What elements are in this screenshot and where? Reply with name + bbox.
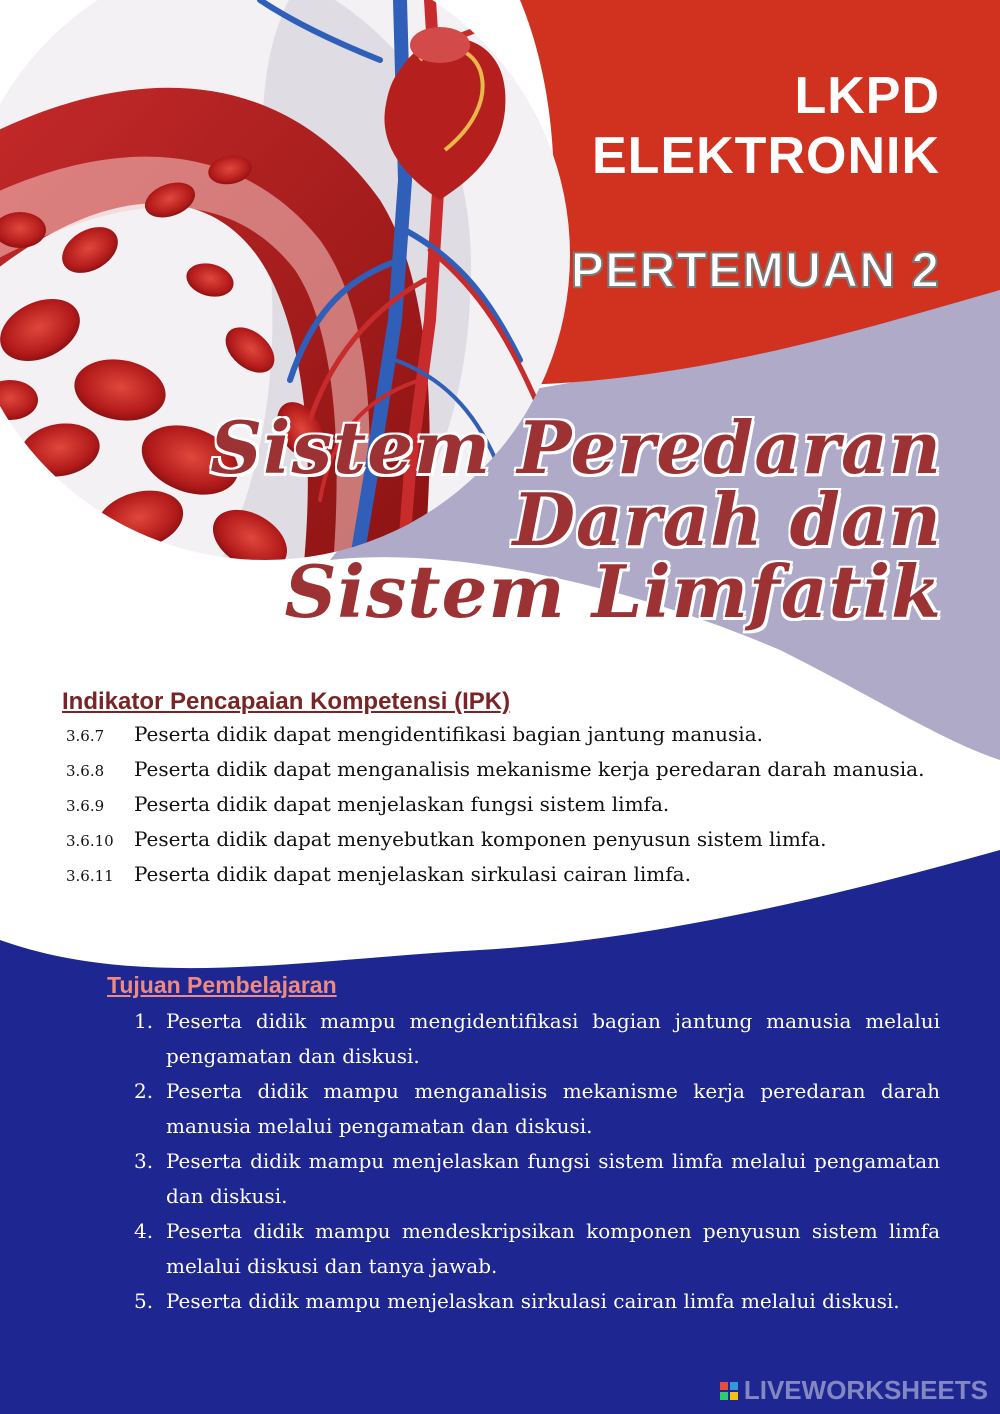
tujuan-number: 5. [134,1289,154,1313]
main-title [210,405,942,634]
ipk-code: 3.6.10 [66,832,114,850]
ipk-text: Peserta didik dapat menjelaskan fungsi sistem limfa. [134,792,670,816]
tujuan-text: Peserta didik mampu mengidentifikasi bagian jantung manusia melalui pengamatan dan diskusi. [166,1009,940,1068]
tujuan-text: Peserta didik mampu menjelaskan sirkulasi cairan limfa melalui diskusi. [166,1289,900,1313]
lkpd-title [592,66,940,186]
ipk-code: 3.6.8 [66,762,105,780]
meeting-label: PERTEMUAN 2 [570,242,940,298]
ipk-item [66,792,966,827]
main-title-line3: Sistem Limfatik [284,549,942,634]
tujuan-item [134,1284,940,1319]
tujuan-number: 3. [134,1149,154,1173]
ipk-list [66,722,966,897]
ipk-code: 3.6.9 [66,797,105,815]
tujuan-item [134,1074,940,1144]
ipk-text: Peserta didik dapat menyebutkan komponen penyusun sistem limfa. [134,827,827,851]
ipk-code: 3.6.7 [66,727,105,745]
lkpd-line1: LKPD [794,67,940,125]
liveworksheets-watermark [720,1375,988,1406]
ipk-text: Peserta didik dapat mengidentifikasi bagian jantung manusia. [134,722,763,746]
ipk-item [66,862,966,897]
ipk-text: Peserta didik dapat menganalisis mekanisme kerja peredaran darah manusia. [134,757,925,781]
ipk-item [66,722,966,757]
main-title-line1: Sistem Peredaran [210,405,942,490]
tujuan-text: Peserta didik mampu mendeskripsikan komponen penyusun sistem limfa melalui diskusi dan tanya jawab. [166,1219,940,1278]
tujuan-number: 4. [134,1219,154,1243]
tujuan-item [134,1144,940,1214]
tujuan-text: Peserta didik mampu menjelaskan fungsi sistem limfa melalui pengamatan dan diskusi. [166,1149,940,1208]
liveworksheets-logo-icon [720,1382,738,1400]
ipk-item [66,827,966,862]
tujuan-item [134,1004,940,1074]
ipk-code: 3.6.11 [66,867,114,885]
ipk-heading: Indikator Pencapaian Kompetensi (IPK) [62,688,511,715]
tujuan-list [134,1004,940,1319]
tujuan-text: Peserta didik mampu menganalisis mekanisme kerja peredaran darah manusia melalui pengamatan dan diskusi. [166,1079,940,1138]
lkpd-line2: ELEKTRONIK [592,127,940,185]
main-title-line2: Darah dan [512,477,942,562]
ipk-text: Peserta didik dapat menjelaskan sirkulasi cairan limfa. [134,862,691,886]
tujuan-number: 2. [134,1079,154,1103]
watermark-text: LIVEWORKSHEETS [743,1375,988,1405]
ipk-item [66,757,966,792]
tujuan-number: 1. [134,1009,154,1033]
tujuan-item [134,1214,940,1284]
tujuan-heading: Tujuan Pembelajaran [107,972,337,998]
